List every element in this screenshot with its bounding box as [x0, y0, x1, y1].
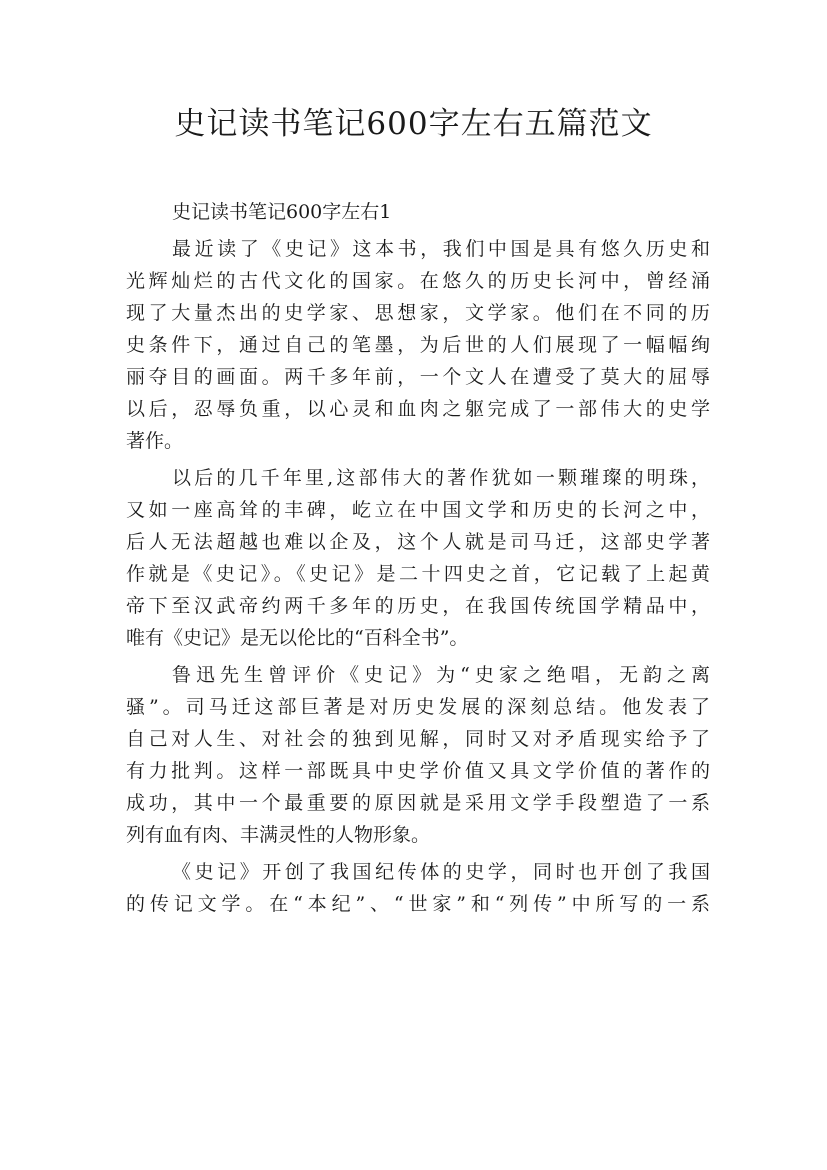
document-title: 史记读书笔记600字左右五篇范文	[174, 106, 653, 142]
paragraph-line: 后人无法超越也难以企及，这个人就是司马迁，这部史学著	[126, 531, 710, 553]
paragraph-line: 成功，其中一个最重要的原因就是采用文学手段塑造了一系	[126, 792, 710, 814]
paragraph-line: 著作。	[126, 430, 184, 452]
paragraph-line: 自己对人生、对社会的独到见解，同时又对矛盾现实给予了	[126, 728, 710, 750]
paragraph-line: 以后的几千年里,这部伟大的著作犹如一颗璀璨的明珠，	[172, 467, 710, 489]
paragraph-line: 光辉灿烂的古代文化的国家。在悠久的历史长河中，曾经涌	[126, 270, 710, 292]
document-body	[126, 196, 710, 920]
paragraph-line: 丽夺目的画面。两千多年前，一个文人在遭受了莫大的屈辱	[126, 366, 710, 388]
paragraph-line: 又如一座高耸的丰碑，屹立在中国文学和历史的长河之中，	[126, 499, 710, 521]
subheading: 史记读书笔记600字左右1	[172, 201, 392, 223]
paragraph-1	[126, 233, 710, 457]
paragraph-line: 唯有《史记》是无以伦比的“百科全书”。	[126, 627, 469, 649]
paragraph-3	[126, 659, 710, 851]
paragraph-line: 的传记文学。在“本纪”、“世家”和“列传”中所写的一系	[126, 893, 710, 915]
paragraph-line: 帝下至汉武帝约两千多年的历史，在我国传统国学精品中，	[126, 595, 710, 617]
paragraph-line: 骚”。司马迁这部巨著是对历史发展的深刻总结。他发表了	[126, 696, 710, 718]
paragraph-2	[126, 462, 710, 654]
paragraph-line: 以后，忍辱负重，以心灵和血肉之躯完成了一部伟大的史学	[126, 398, 710, 420]
paragraph-4	[126, 856, 710, 920]
paragraph-line: 列有血有肉、丰满灵性的人物形象。	[126, 824, 431, 846]
paragraph-line: 史条件下，通过自己的笔墨，为后世的人们展现了一幅幅绚	[126, 334, 710, 356]
paragraph-line: 作就是《史记》。《史记》是二十四史之首，它记载了上起黄	[126, 563, 710, 585]
paragraph-line: 《史记》开创了我国纪传体的史学，同时也开创了我国	[172, 861, 710, 883]
paragraph-line: 有力批判。这样一部既具中史学价值又具文学价值的著作的	[126, 760, 710, 782]
paragraph-line: 现了大量杰出的史学家、思想家，文学家。他们在不同的历	[126, 302, 710, 324]
paragraph-line: 最近读了《史记》这本书，我们中国是具有悠久历史和	[172, 238, 710, 260]
paragraph-line: 鲁迅先生曾评价《史记》为“史家之绝唱，无韵之离	[172, 664, 710, 686]
